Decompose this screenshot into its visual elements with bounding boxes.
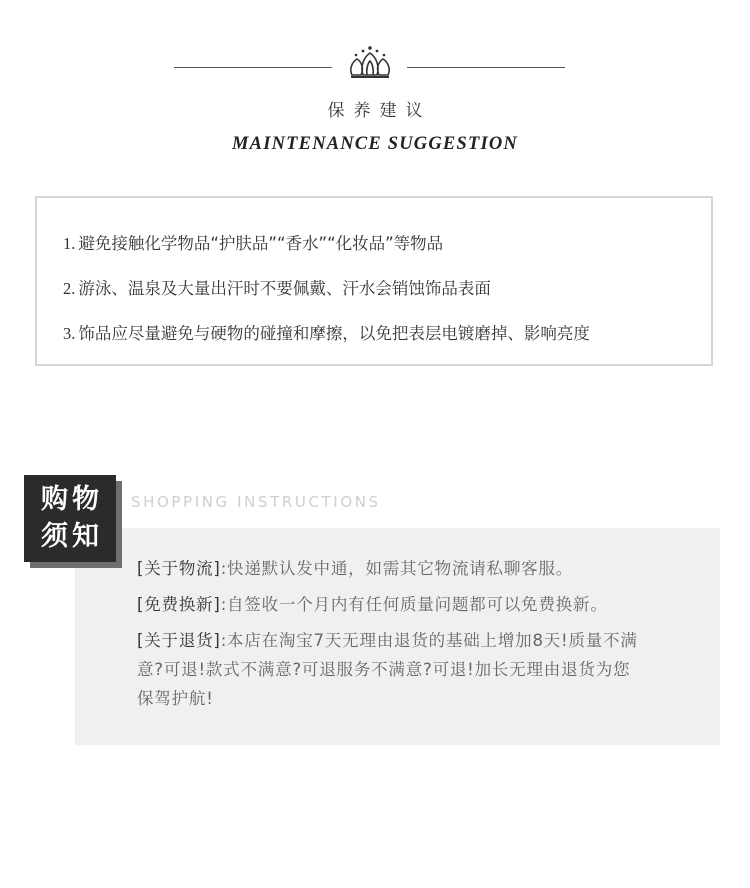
item-number: 3. (63, 324, 76, 343)
item-text: 游泳、温泉及大量出汗时不要佩戴、汗水会销蚀饰品表面 (78, 279, 491, 298)
shopping-item-returns-line3: 保驾护航! (137, 689, 214, 708)
maintenance-item-3 (63, 320, 590, 344)
shopping-item-logistics (137, 555, 573, 579)
maintenance-title-cn: 保养建议 (327, 101, 432, 121)
item-tag: [免费换新] (137, 595, 221, 614)
shopping-item-returns (137, 627, 638, 651)
badge-line-1: 购物 (41, 484, 103, 515)
maintenance-item-2 (63, 275, 491, 299)
crown-ornament-icon (347, 42, 393, 80)
divider-left (174, 67, 332, 68)
shopping-title-en: SHOPPING INSTRUCTIONS (131, 493, 381, 511)
item-tag: [关于退货] (137, 631, 221, 650)
shopping-badge (24, 475, 116, 562)
item-text: :自签收一个月内有任何质量问题都可以免费换新。 (220, 595, 608, 614)
maintenance-title-en: MAINTENANCE SUGGESTION (232, 134, 518, 154)
item-text: :本店在淘宝7天无理由退货的基础上增加8天!质量不满 (220, 631, 638, 650)
item-number: 2. (63, 279, 76, 298)
item-tag: [关于物流] (137, 559, 221, 578)
shopping-item-replacement (137, 591, 608, 615)
shopping-item-returns-line2: 意?可退!款式不满意?可退服务不满意?可退!加长无理由退货为您 (137, 660, 631, 679)
item-text: 饰品应尽量避免与硬物的碰撞和摩擦，以免把表层电镀磨掉、影响亮度 (78, 324, 590, 343)
item-number: 1. (63, 234, 76, 253)
item-text: :快递默认发中通，如需其它物流请私聊客服。 (220, 559, 574, 578)
divider-right (407, 67, 565, 68)
maintenance-item-1 (63, 230, 443, 254)
badge-line-2: 须知 (41, 521, 103, 552)
maintenance-box (35, 196, 713, 366)
item-text: 避免接触化学物品“护肤品”“香水”“化妆品”等物品 (78, 234, 444, 253)
